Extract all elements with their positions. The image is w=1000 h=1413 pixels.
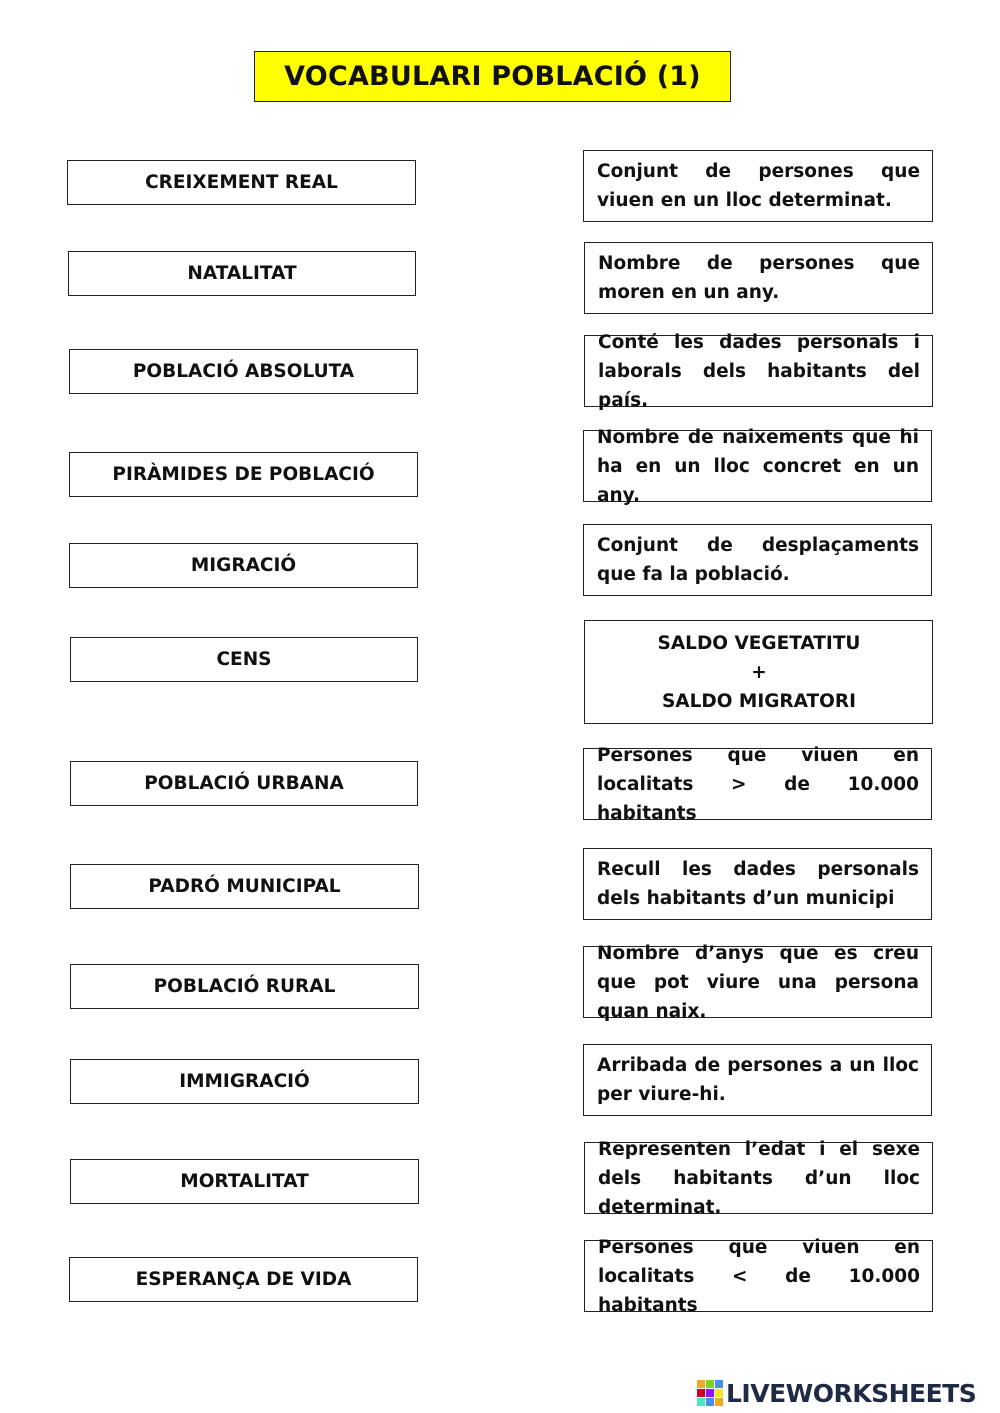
liveworksheets-logo-icon — [697, 1380, 723, 1406]
term-box[interactable]: POBLACIÓ URBANA — [70, 761, 418, 806]
term-box[interactable]: ESPERANÇA DE VIDA — [69, 1257, 418, 1302]
term-box[interactable]: NATALITAT — [68, 251, 416, 296]
definition-text: Representen l’edat i el sexe dels habitants d’un lloc determinat. — [598, 1138, 920, 1218]
definition-text: Recull les dades personals dels habitants d’un municipi — [597, 859, 919, 909]
definition-box[interactable] — [584, 242, 933, 314]
definition-box[interactable] — [583, 848, 932, 920]
definition-text: Conjunt de persones que viuen en un lloc determinat. — [597, 161, 920, 211]
definition-box[interactable] — [584, 331, 933, 411]
definition-text: Nombre de persones que moren en un any. — [598, 253, 920, 303]
definition-text: Arribada de persones a un lloc per viure-hi. — [597, 1055, 919, 1105]
definition-box[interactable] — [583, 524, 932, 596]
term-box[interactable]: MIGRACIÓ — [69, 543, 418, 588]
term-box[interactable]: MORTALITAT — [70, 1159, 419, 1204]
definition-text: Nombre d’anys que es creu que pot viure una persona quan naix. — [597, 942, 919, 1022]
definition-box[interactable] — [583, 150, 933, 222]
definition-text: Conjunt de desplaçaments que fa la població. — [597, 535, 919, 585]
liveworksheets-logo-text: LIVEWORKSHEETS — [726, 1378, 977, 1408]
definition-text: Nombre de naixements que hi ha en un lloc concret en un any. — [597, 426, 919, 506]
definition-box[interactable] — [584, 1236, 933, 1316]
definition-text: Persones que viuen en localitats > de 10.000 habitants — [597, 744, 919, 824]
page-title: VOCABULARI POBLACIÓ (1) — [254, 51, 731, 102]
definition-box[interactable] — [583, 942, 932, 1022]
definition-text: SALDO VEGETATITU + SALDO MIGRATORI — [657, 632, 861, 712]
definition-box[interactable] — [584, 1138, 933, 1218]
term-box[interactable]: POBLACIÓ RURAL — [70, 964, 419, 1009]
definition-text: Persones que viuen en localitats < de 10.000 habitants — [598, 1236, 920, 1316]
liveworksheets-logo — [697, 1374, 976, 1412]
definition-box[interactable] — [583, 426, 932, 506]
term-box[interactable]: CENS — [70, 637, 418, 682]
definition-box[interactable] — [583, 744, 932, 824]
term-box[interactable]: CREIXEMENT REAL — [67, 160, 416, 205]
term-box[interactable]: IMMIGRACIÓ — [70, 1059, 419, 1104]
definition-box[interactable] — [584, 620, 933, 724]
term-box[interactable]: PADRÓ MUNICIPAL — [70, 864, 419, 909]
term-box[interactable]: PIRÀMIDES DE POBLACIÓ — [69, 452, 418, 497]
definition-text: Conté les dades personals i laborals dels habitants del país. — [598, 331, 920, 411]
term-box[interactable]: POBLACIÓ ABSOLUTA — [69, 349, 418, 394]
definition-box[interactable] — [583, 1044, 932, 1116]
